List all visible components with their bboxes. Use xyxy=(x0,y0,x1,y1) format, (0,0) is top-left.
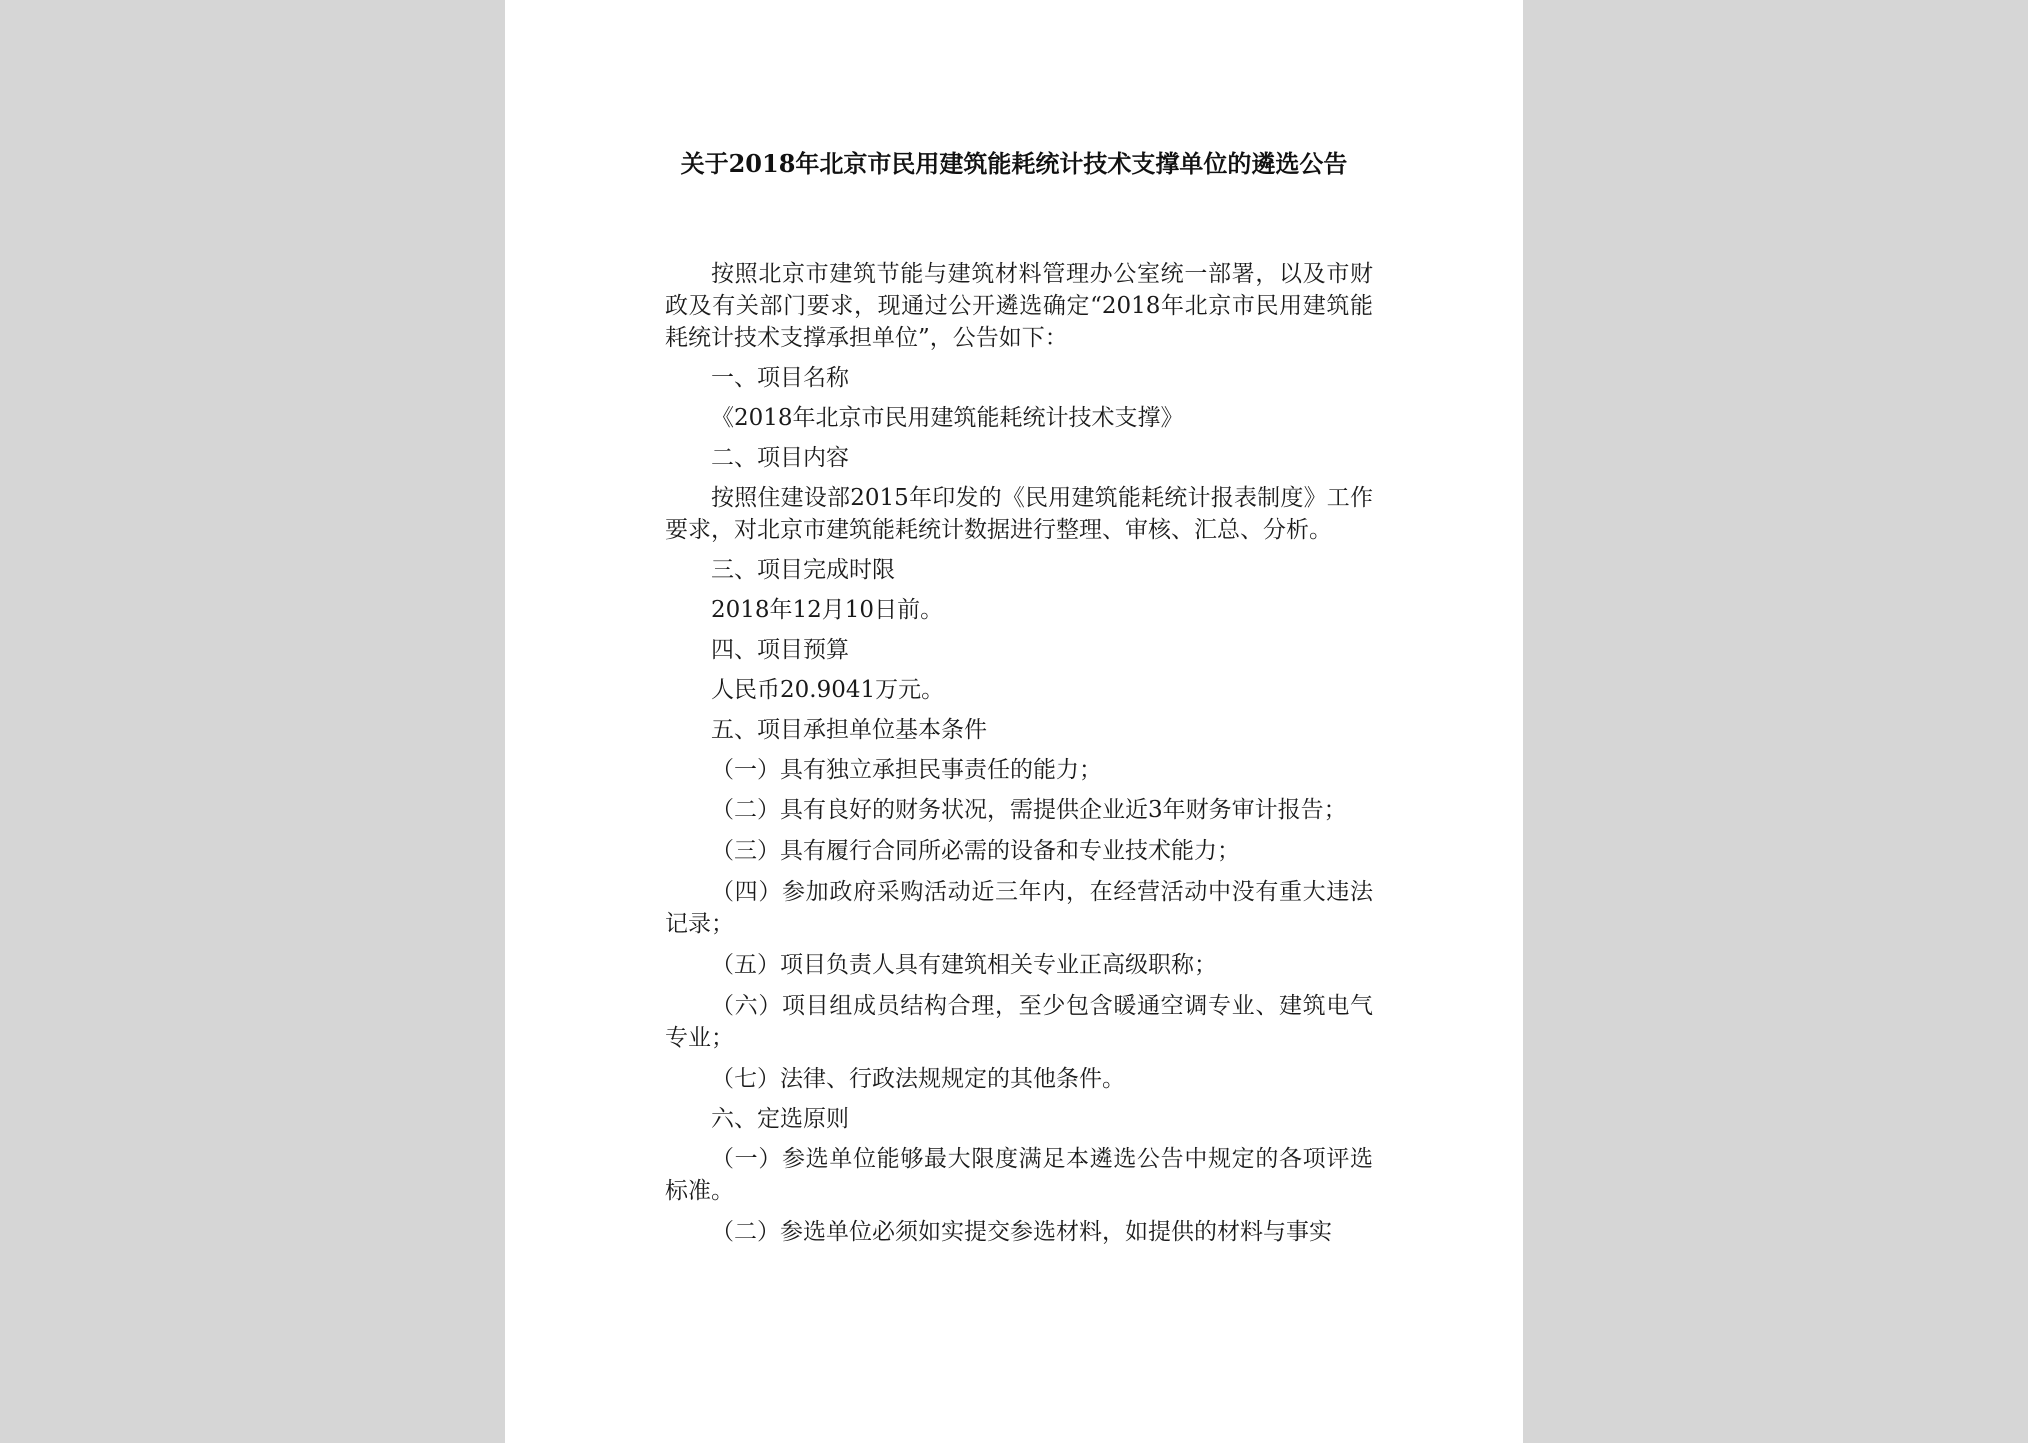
document-page xyxy=(505,0,1523,1443)
condition-item: （三）具有履行合同所必需的设备和专业技术能力； xyxy=(711,838,1240,864)
intro-paragraph: 按照北京市建筑节能与建筑材料管理办公室统一部署，以及市财政及有关部门要求，现通过公开遴选确定“2018年北京市民用建筑能耗统计技术支撑承担单位”，公告如下： xyxy=(665,261,1373,351)
document-body xyxy=(665,258,1373,1248)
budget-text: 人民币20.9041万元。 xyxy=(711,677,945,703)
section-heading-budget: 四、项目预算 xyxy=(711,637,849,663)
principle-item: （一）参选单位能够最大限度满足本遴选公告中规定的各项评选标准。 xyxy=(665,1146,1373,1204)
condition-item: （一）具有独立承担民事责任的能力； xyxy=(711,757,1102,783)
condition-item: （五）项目负责人具有建筑相关专业正高级职称； xyxy=(711,952,1217,978)
section-heading-conditions: 五、项目承担单位基本条件 xyxy=(711,717,987,743)
section-heading-principles: 六、定选原则 xyxy=(711,1106,849,1132)
section-heading-project-name: 一、项目名称 xyxy=(711,365,849,391)
project-content-text: 按照住建设部2015年印发的《民用建筑能耗统计报表制度》工作要求，对北京市建筑能耗统计数据进行整理、审核、汇总、分析。 xyxy=(665,485,1373,543)
section-heading-project-content: 二、项目内容 xyxy=(711,445,849,471)
condition-item: （六）项目组成员结构合理，至少包含暖通空调专业、建筑电气专业； xyxy=(665,993,1373,1051)
principle-item: （二）参选单位必须如实提交参选材料，如提供的材料与事实 xyxy=(711,1219,1332,1245)
condition-item: （四）参加政府采购活动近三年内，在经营活动中没有重大违法记录； xyxy=(665,879,1373,937)
condition-item: （二）具有良好的财务状况，需提供企业近3年财务审计报告； xyxy=(711,797,1347,823)
project-name-text: 《2018年北京市民用建筑能耗统计技术支撑》 xyxy=(711,405,1184,431)
document-title: 关于2018年北京市民用建筑能耗统计技术支撑单位的遴选公告 xyxy=(680,149,1348,178)
condition-item: （七）法律、行政法规规定的其他条件。 xyxy=(711,1066,1125,1092)
deadline-text: 2018年12月10日前。 xyxy=(711,597,944,623)
section-heading-deadline: 三、项目完成时限 xyxy=(711,557,895,583)
